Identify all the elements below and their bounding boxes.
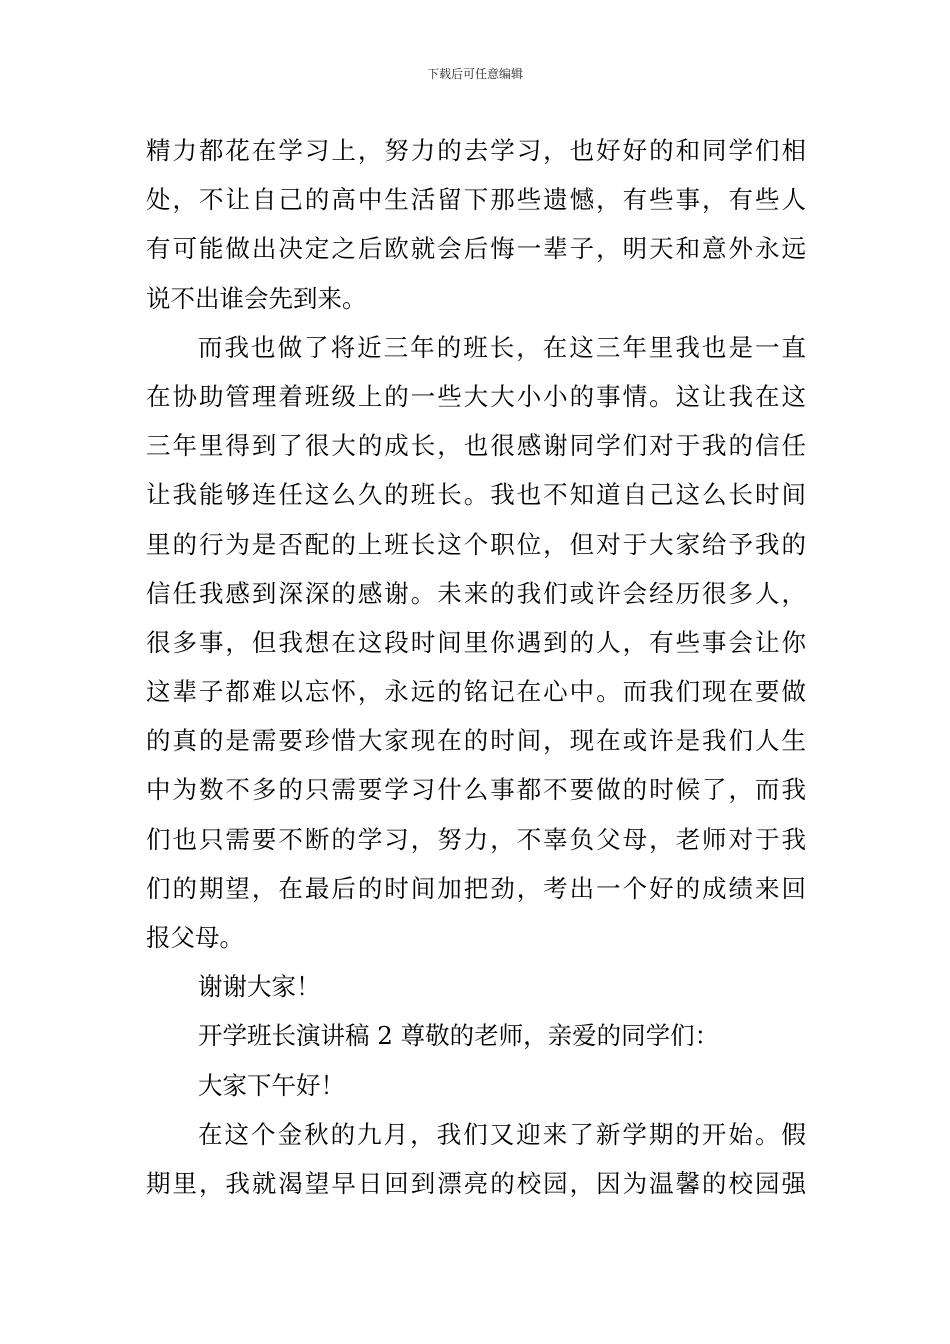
text-line: 在协助管理着班级上的一些大大小小的事情。这让我在这 <box>146 381 806 411</box>
paragraph <box>146 323 806 962</box>
text-line: 的真的是需要珍惜大家现在的时间，现在或许是我们人生 <box>146 726 806 756</box>
page-header: 下载后可任意编辑 <box>426 67 523 81</box>
document-body <box>146 126 806 1208</box>
paragraph <box>146 1110 806 1208</box>
text-line: 报父母。 <box>146 923 244 952</box>
text-line: 们的期望，在最后的时间加把劲，考出一个好的成绩来回 <box>146 873 806 903</box>
paragraph <box>146 962 806 1011</box>
text-line: 期里，我就渴望早日回到漂亮的校园，因为温馨的校园强 <box>146 1168 806 1198</box>
text-line: 精力都花在学习上，努力的去学习，也好好的和同学们相 <box>146 136 806 165</box>
text-line: 让我能够连任这么久的班长。我也不知道自己这么长时间 <box>146 480 806 510</box>
text-line: 开学班长演讲稿 2 尊敬的老师，亲爱的同学们： <box>198 1021 720 1051</box>
text-line: 很多事，但我想在这段时间里你遇到的人，有些事会让你 <box>146 627 806 657</box>
paragraph <box>146 1011 806 1060</box>
text-line: 处，不让自己的高中生活留下那些遗憾，有些事，有些人 <box>146 185 806 215</box>
paragraph <box>146 126 806 323</box>
text-line: 有可能做出决定之后欧就会后悔一辈子，明天和意外永远 <box>146 234 806 264</box>
paragraph <box>146 1061 806 1110</box>
text-line: 三年里得到了很大的成长，也很感谢同学们对于我的信任 <box>146 431 806 461</box>
text-line: 在这个金秋的九月，我们又迎来了新学期的开始。假 <box>198 1119 806 1149</box>
text-line: 信任我感到深深的感谢。未来的我们或许会经历很多人， <box>146 578 806 608</box>
text-line: 而我也做了将近三年的班长，在这三年里我也是一直 <box>198 332 806 362</box>
text-line: 谢谢大家！ <box>198 972 321 1002</box>
text-line: 说不出谁会先到来。 <box>146 283 367 313</box>
text-line: 大家下午好！ <box>198 1070 345 1100</box>
text-line: 中为数不多的只需要学习什么事都不要做的时候了，而我 <box>146 775 806 805</box>
text-line: 们也只需要不断的学习，努力，不辜负父母，老师对于我 <box>146 824 806 854</box>
text-line: 这辈子都难以忘怀，永远的铭记在心中。而我们现在要做 <box>146 677 806 707</box>
text-line: 里的行为是否配的上班长这个职位，但对于大家给予我的 <box>146 529 806 559</box>
